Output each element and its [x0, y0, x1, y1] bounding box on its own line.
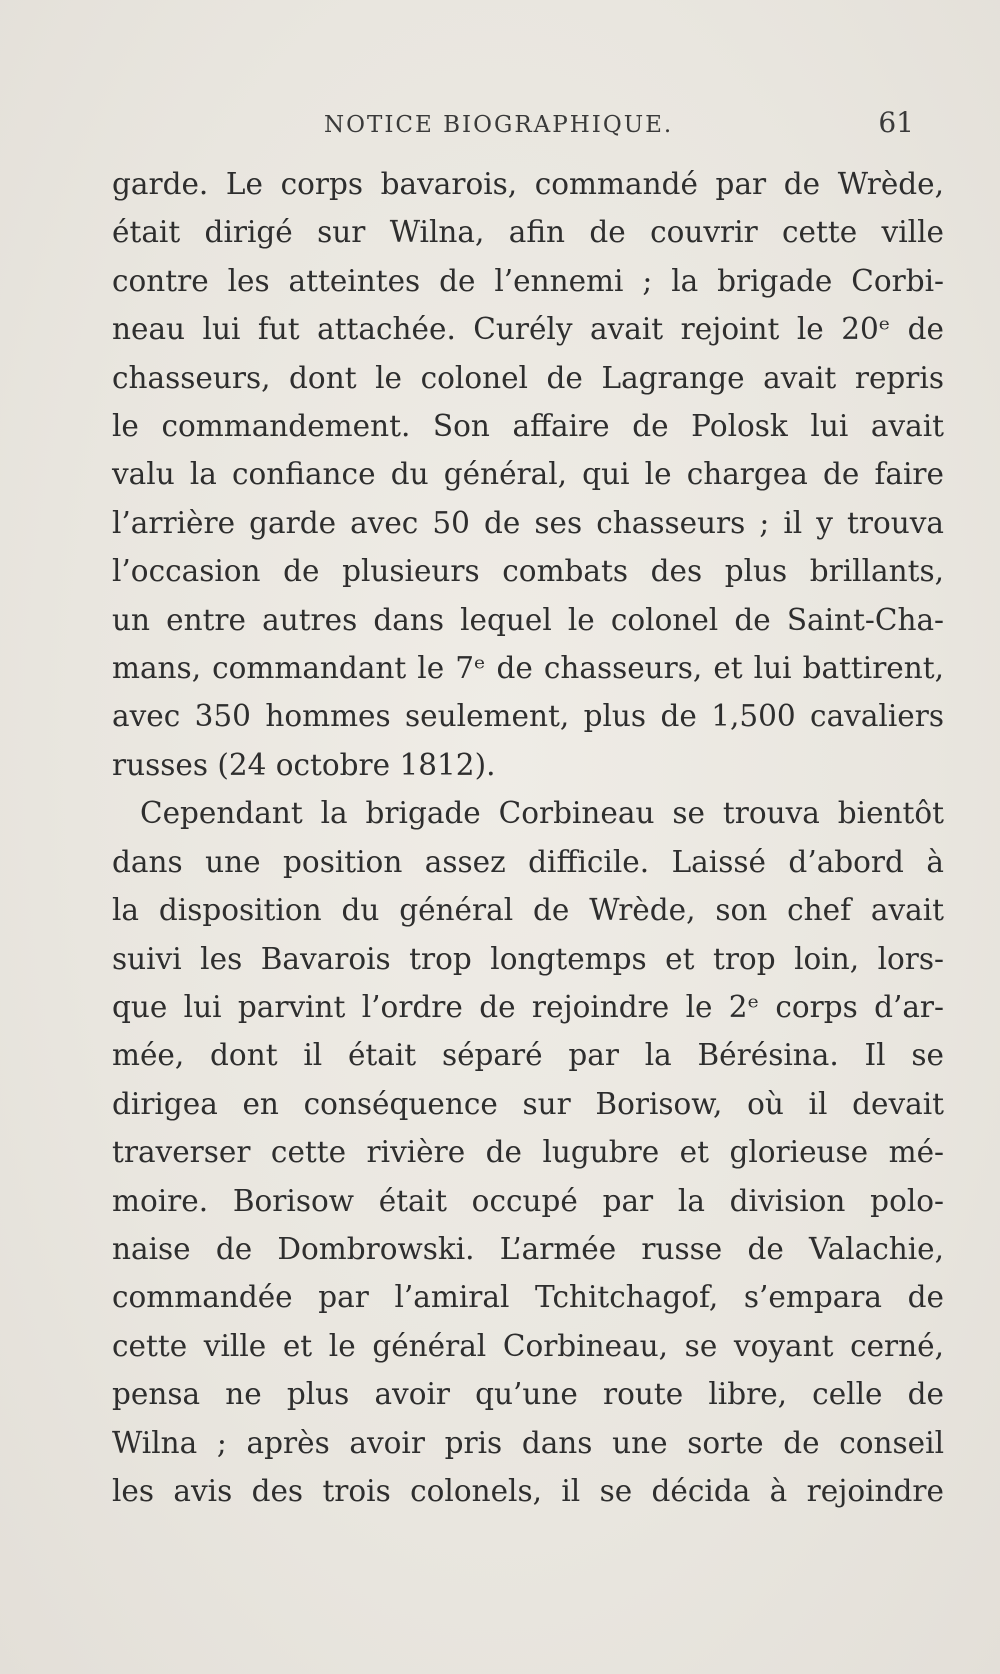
text-line: le commandement. Son affaire de Polosk lui avait	[112, 409, 944, 444]
text-line: mans, commandant le 7ᵉ de chasseurs, et lui battirent,	[112, 651, 944, 686]
text-line: était dirigé sur Wilna, afin de couvrir cette ville	[112, 215, 944, 250]
text-line: dirigea en conséquence sur Borisow, où il devait	[112, 1086, 944, 1121]
text-line: un entre autres dans lequel le colonel de Saint-Cha-	[112, 602, 944, 637]
text-line: russes (24 octobre 1812).	[112, 747, 496, 782]
text-line: Cependant la brigade Corbineau se trouva bientôt	[140, 796, 944, 831]
text-line: moire. Borisow était occupé par la division polo-	[112, 1183, 944, 1218]
text-line: la disposition du général de Wrède, son chef avait	[112, 893, 944, 928]
page-header	[112, 106, 944, 146]
body-text	[112, 160, 944, 1515]
text-line: naise de Dombrowski. L’armée russe de Valachie,	[112, 1231, 944, 1266]
text-line: Wilna ; après avoir pris dans une sorte de conseil	[112, 1425, 944, 1460]
text-line: commandée par l’amiral Tchitchagof, s’empara de	[112, 1280, 944, 1315]
text-line: les avis des trois colonels, il se décida à rejoindre	[112, 1473, 944, 1508]
paragraph-2	[112, 789, 944, 1515]
text-line: pensa ne plus avoir qu’une route libre, celle de	[112, 1377, 944, 1412]
text-line: traverser cette rivière de lugubre et glorieuse mé-	[112, 1135, 944, 1170]
text-line: dans une position assez difficile. Laissé d’abord à	[112, 844, 944, 879]
text-line: l’arrière garde avec 50 de ses chasseurs ; il y trouva	[112, 505, 944, 540]
text-line: valu la confiance du général, qui le chargea de faire	[112, 457, 944, 492]
text-line: chasseurs, dont le colonel de Lagrange avait repris	[112, 360, 944, 395]
text-line: cette ville et le général Corbineau, se voyant cerné,	[112, 1328, 944, 1363]
text-line: neau lui fut attachée. Curély avait rejoint le 20ᵉ de	[112, 312, 944, 347]
text-line: contre les atteintes de l’ennemi ; la brigade Corbi-	[112, 263, 944, 298]
paragraph-1	[112, 160, 944, 789]
text-line: mée, dont il était séparé par la Bérésina. Il se	[112, 1038, 944, 1073]
text-line: l’occasion de plusieurs combats des plus brillants,	[112, 554, 944, 589]
text-line: que lui parvint l’ordre de rejoindre le 2ᵉ corps d’ar-	[112, 989, 944, 1024]
text-line: avec 350 hommes seulement, plus de 1,500 cavaliers	[112, 699, 944, 734]
text-line: suivi les Bavarois trop longtemps et trop loin, lors-	[112, 941, 944, 976]
text-line: garde. Le corps bavarois, commandé par de Wrède,	[112, 167, 944, 201]
page-number: 61	[878, 106, 914, 139]
running-title: NOTICE BIOGRAPHIQUE.	[324, 112, 674, 138]
